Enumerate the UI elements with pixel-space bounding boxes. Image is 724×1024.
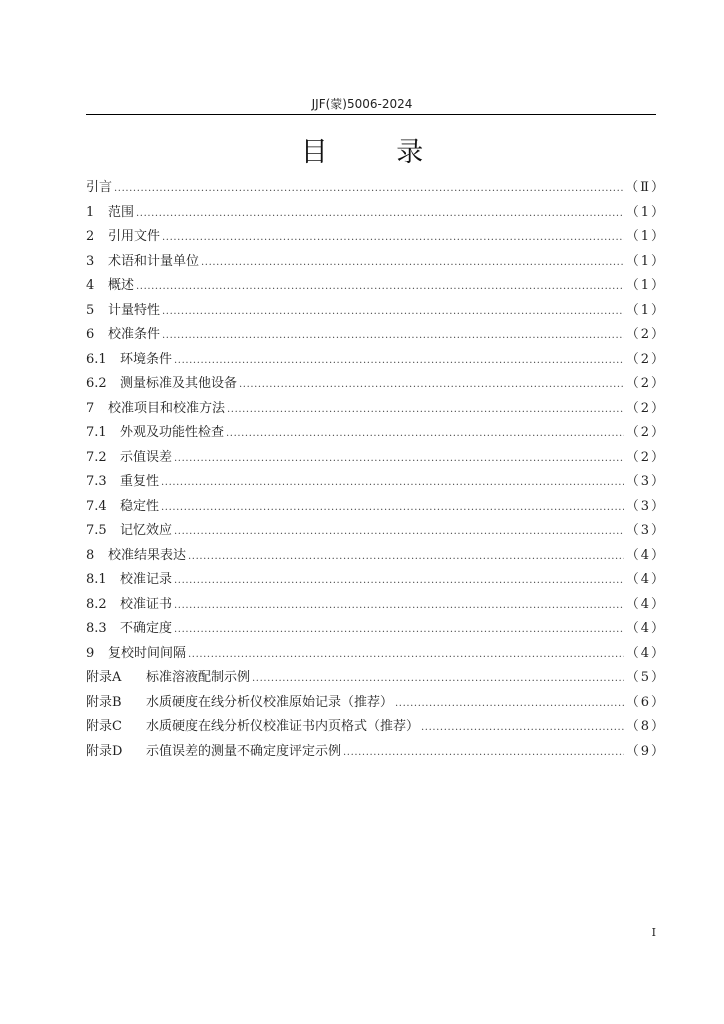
toc-entry-page: （2）: [625, 376, 666, 391]
toc-entry-number: 7.4: [86, 498, 107, 514]
toc-entry[interactable]: [86, 397, 666, 422]
page-number: I: [651, 926, 656, 939]
toc-entry-label: 示值误差: [120, 449, 173, 465]
toc-entry-page: （9）: [625, 743, 666, 759]
table-of-contents: [86, 176, 666, 764]
toc-entry[interactable]: [86, 617, 666, 642]
toc-entry-label: 水质硬度在线分析仪校准原始记录（推荐）: [146, 694, 394, 710]
toc-entry-page: （8）: [625, 719, 666, 734]
toc-entry-label: 校准结果表达: [108, 547, 187, 563]
toc-entry-number: 2: [86, 229, 95, 244]
toc-entry-number: 附录A: [86, 670, 122, 685]
toc-entry[interactable]: [86, 299, 666, 324]
toc-dot-leader: [162, 300, 624, 325]
toc-entry-page: （3）: [625, 498, 666, 514]
toc-entry-number: 8.3: [86, 621, 107, 636]
toc-dot-leader: [227, 398, 624, 423]
toc-dot-leader: [226, 422, 624, 447]
toc-entry-page: （2）: [625, 449, 666, 465]
toc-entry-number: 8.2: [86, 596, 107, 612]
toc-entry-label: 引言: [86, 180, 113, 195]
toc-entry-label: 记忆效应: [120, 523, 173, 538]
page-title: 目 录: [300, 137, 454, 168]
toc-dot-leader: [162, 226, 624, 251]
toc-entry[interactable]: [86, 593, 666, 618]
toc-entry-number: 6.1: [86, 351, 107, 367]
toc-entry-number: 9: [86, 645, 95, 661]
toc-entry-number: 附录D: [86, 743, 123, 759]
toc-dot-leader: [252, 667, 624, 692]
header-rule: [86, 114, 656, 115]
toc-entry-label: 术语和计量单位: [108, 253, 200, 269]
toc-dot-leader: [174, 349, 624, 374]
toc-entry-page: （Ⅱ）: [625, 180, 666, 195]
toc-dot-leader: [343, 741, 624, 766]
toc-entry-label: 示值误差的测量不确定度评定示例: [146, 743, 342, 759]
toc-entry-label: 校准项目和校准方法: [108, 400, 226, 416]
toc-entry-page: （1）: [625, 278, 666, 293]
toc-entry[interactable]: [86, 348, 666, 373]
toc-entry[interactable]: [86, 225, 666, 250]
toc-entry-label: 稳定性: [120, 498, 160, 514]
toc-entry-label: 重复性: [120, 474, 160, 489]
toc-dot-leader: [174, 569, 624, 594]
toc-dot-leader: [174, 447, 624, 472]
toc-entry-page: （4）: [625, 596, 666, 612]
toc-entry[interactable]: [86, 544, 666, 569]
toc-entry-page: （1）: [625, 253, 666, 269]
toc-entry-page: （1）: [625, 204, 666, 220]
toc-dot-leader: [201, 251, 624, 276]
toc-entry-label: 范围: [108, 204, 135, 220]
toc-entry[interactable]: [86, 274, 666, 299]
toc-dot-leader: [239, 373, 624, 398]
toc-dot-leader: [136, 202, 624, 227]
toc-entry-label: 标准溶液配制示例: [146, 670, 251, 685]
toc-entry-page: （2）: [625, 425, 666, 440]
toc-entry-number: 7.5: [86, 523, 107, 538]
toc-entry-label: 复校时间间隔: [108, 645, 187, 661]
toc-entry-label: 水质硬度在线分析仪校准证书内页格式（推荐）: [146, 719, 420, 734]
toc-entry-number: 6: [86, 327, 95, 342]
toc-entry-page: （4）: [625, 547, 666, 563]
toc-entry[interactable]: [86, 740, 666, 765]
toc-entry-page: （2）: [625, 327, 666, 342]
toc-dot-leader: [395, 692, 624, 717]
toc-dot-leader: [188, 643, 624, 668]
toc-entry[interactable]: [86, 323, 666, 348]
toc-entry[interactable]: [86, 421, 666, 446]
toc-entry[interactable]: [86, 715, 666, 740]
toc-entry-page: （1）: [625, 302, 666, 318]
toc-entry-number: 5: [86, 302, 95, 318]
toc-entry-label: 校准条件: [108, 327, 161, 342]
toc-entry-label: 概述: [108, 278, 135, 293]
toc-entry-page: （2）: [625, 400, 666, 416]
toc-entry-number: 1: [86, 204, 95, 220]
toc-entry-label: 计量特性: [108, 302, 161, 318]
toc-dot-leader: [421, 716, 624, 741]
toc-entry-page: （3）: [625, 474, 666, 489]
toc-entry-page: （1）: [625, 229, 666, 244]
toc-dot-leader: [174, 520, 624, 545]
toc-entry[interactable]: [86, 470, 666, 495]
toc-entry[interactable]: [86, 176, 666, 201]
toc-entry-label: 校准证书: [120, 596, 173, 612]
toc-entry-number: 4: [86, 278, 95, 293]
toc-entry-number: 3: [86, 253, 95, 269]
toc-entry[interactable]: [86, 201, 666, 226]
toc-entry[interactable]: [86, 495, 666, 520]
toc-dot-leader: [114, 177, 623, 202]
toc-dot-leader: [136, 275, 624, 300]
toc-entry-number: 7: [86, 400, 95, 416]
toc-entry-label: 引用文件: [108, 229, 161, 244]
toc-dot-leader: [174, 618, 624, 643]
toc-entry-label: 外观及功能性检查: [120, 425, 225, 440]
toc-entry[interactable]: [86, 666, 666, 691]
toc-dot-leader: [161, 471, 624, 496]
toc-entry-label: 测量标准及其他设备: [120, 376, 238, 391]
toc-entry[interactable]: [86, 642, 666, 667]
toc-entry-number: 8.1: [86, 572, 107, 587]
toc-entry[interactable]: [86, 691, 666, 716]
toc-entry-label: 不确定度: [120, 621, 173, 636]
toc-entry-number: 附录B: [86, 694, 122, 710]
toc-entry-label: 校准记录: [120, 572, 173, 587]
toc-entry[interactable]: [86, 446, 666, 471]
toc-entry-page: （4）: [625, 621, 666, 636]
toc-entry-number: 7.1: [86, 425, 107, 440]
toc-entry-page: （3）: [625, 523, 666, 538]
toc-dot-leader: [162, 324, 624, 349]
toc-entry-number: 6.2: [86, 376, 107, 391]
toc-dot-leader: [161, 496, 624, 521]
toc-entry-number: 7.3: [86, 474, 107, 489]
toc-entry-number: 附录C: [86, 719, 122, 734]
toc-entry-page: （4）: [625, 645, 666, 661]
toc-dot-leader: [174, 594, 624, 619]
toc-entry[interactable]: [86, 568, 666, 593]
toc-entry-page: （6）: [625, 694, 666, 710]
toc-entry-number: 7.2: [86, 449, 107, 465]
document-code-header: JJF(蒙)5006-2024: [311, 97, 413, 111]
toc-entry-page: （4）: [625, 572, 666, 587]
toc-entry[interactable]: [86, 372, 666, 397]
toc-entry-page: （5）: [625, 670, 666, 685]
toc-dot-leader: [188, 545, 624, 570]
toc-entry-number: 8: [86, 547, 95, 563]
toc-entry[interactable]: [86, 250, 666, 275]
toc-entry[interactable]: [86, 519, 666, 544]
toc-entry-page: （2）: [625, 351, 666, 367]
toc-entry-label: 环境条件: [120, 351, 173, 367]
